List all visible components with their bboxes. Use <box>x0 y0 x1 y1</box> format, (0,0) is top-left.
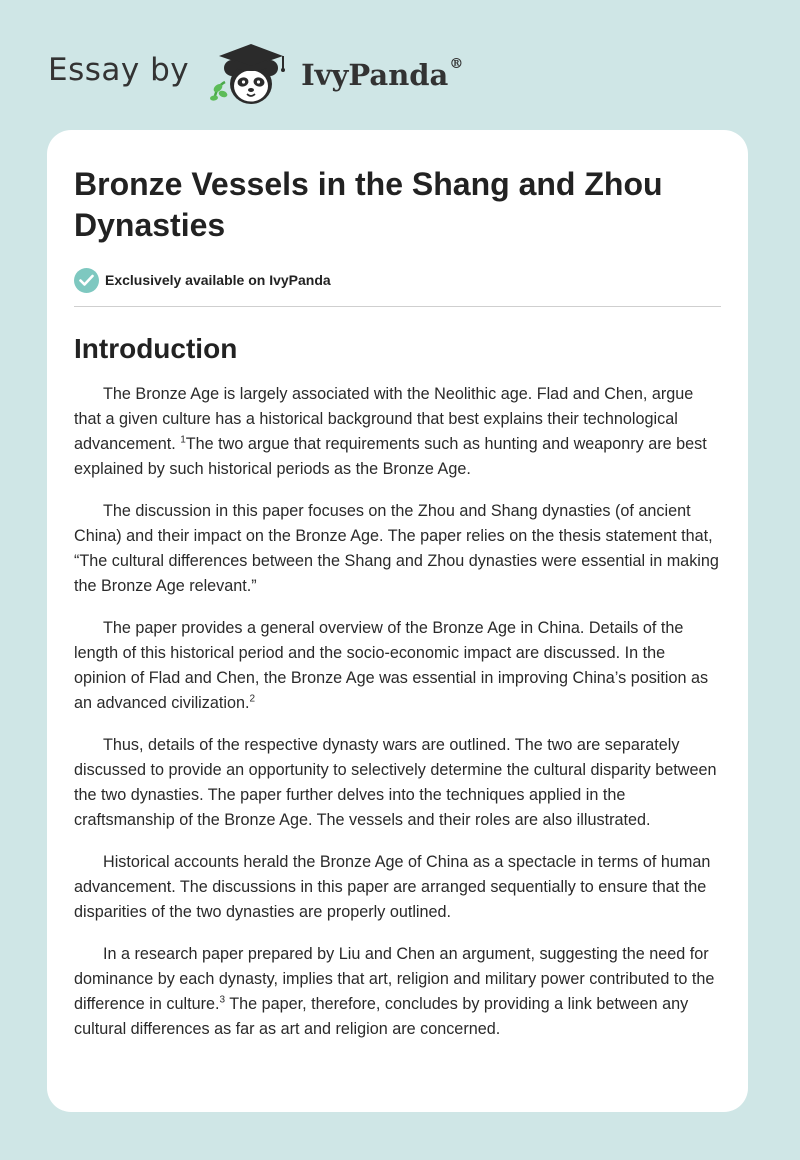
paragraph: Thus, details of the respective dynasty wars are outlined. The two are separately discussed to provide an opportunity to selectively determine the cultural disparity between the two dynasties. The paper further delves into the techniques applied in the craftsmanship of the Bronze Age. The vessels and their roles are also illustrated. <box>74 736 717 829</box>
essay-content <box>74 382 721 1042</box>
page-title: Bronze Vessels in the Shang and Zhou Dynasties <box>74 166 663 243</box>
check-icon <box>74 268 99 293</box>
paragraph: The discussion in this paper focuses on the Zhou and Shang dynasties (of ancient China) and their impact on the Bronze Age. The paper relies on the thesis statement that, “The cultural differences between the Shang and Zhou dynasties were essential in making the Bronze Age relevant.” <box>74 502 719 595</box>
brand-name[interactable]: IvyPanda® <box>301 56 464 92</box>
brand-prefix: Essay by <box>48 52 190 88</box>
paragraph: In a research paper prepared by Liu and Chen an argument, suggesting the need for dominance by each dynasty, implies that art, religion and military power contributed to the difference in culture.$^3$ The paper, therefore, concludes by providing a link between any cultural differences as far as art and religion are concerned. <box>74 945 715 1038</box>
footnote-ref[interactable]: 2 <box>249 693 256 705</box>
document-card <box>47 130 748 1112</box>
panda-graduate-icon[interactable] <box>205 38 297 110</box>
paragraph: The Bronze Age is largely associated with the Neolithic age. Flad and Chen, argue that a given culture has a historical background that best explains their technological advancement. $^1$The two argue that requirements such as hunting and weaponry are best explained by such historical periods as the Bronze Age. <box>74 385 707 478</box>
brand-header <box>48 34 463 114</box>
exclusive-label: Exclusively available on IvyPanda <box>105 272 331 288</box>
paragraph: Historical accounts herald the Bronze Age of China as a spectacle in terms of human advancement. The discussions in this paper are arranged sequentially to ensure that the disparities of the two dynasties are properly outlined. <box>74 853 711 921</box>
paragraph: The paper provides a general overview of the Bronze Age in China. Details of the length of this historical period and the socio-economic impact are discussed. In the opinion of Flad and Chen, the Bronze Age was essential in improving China’s position as an advanced civilization.$^2$ <box>74 619 709 712</box>
footnote-ref[interactable]: 3 <box>219 994 226 1006</box>
section-title: Introduction <box>74 333 238 364</box>
registered-mark: ® <box>449 56 464 72</box>
divider <box>74 306 721 307</box>
exclusive-badge <box>74 266 721 294</box>
footnote-ref[interactable]: 1 <box>180 434 186 446</box>
